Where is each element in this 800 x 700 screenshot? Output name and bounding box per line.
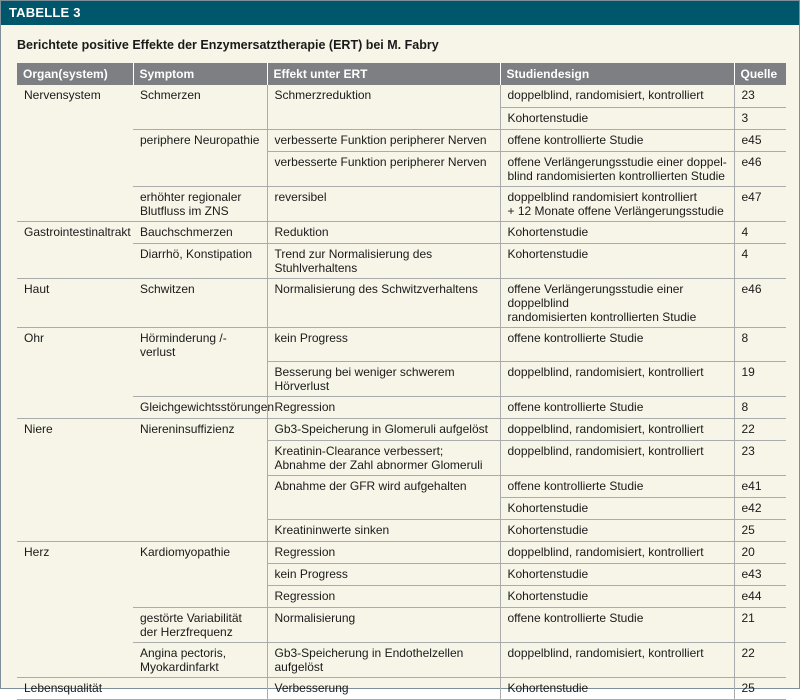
cell-design: doppelblind, randomisiert, kontrolliert	[500, 419, 734, 441]
cell-design: offene kontrollierte Studie	[500, 327, 734, 362]
cell-quelle: e47	[734, 186, 786, 221]
cell-organ: Haut	[17, 278, 133, 327]
cell-effekt: Gb3-Speicherung in Endothelzellen aufgelöst	[267, 643, 500, 678]
cell-symptom: Schmerzen	[133, 85, 267, 107]
table-body	[17, 85, 786, 700]
cell-design: Kohortenstudie	[500, 107, 734, 129]
cell-organ	[17, 243, 133, 278]
cell-symptom: Diarrhö, Konstipation	[133, 243, 267, 278]
cell-quelle: 19	[734, 362, 786, 397]
cell-symptom	[133, 498, 267, 520]
cell-effekt: Regression	[267, 397, 500, 419]
cell-symptom: Hörminderung /-verlust	[133, 327, 267, 362]
cell-design: doppelblind, randomisiert, kontrolliert	[500, 362, 734, 397]
cell-design: Kohortenstudie	[500, 498, 734, 520]
cell-organ	[17, 397, 133, 419]
cell-symptom: gestörte Variabilität der Herzfrequenz	[133, 608, 267, 643]
cell-symptom	[133, 586, 267, 608]
cell-design: Kohortenstudie	[500, 586, 734, 608]
cell-organ	[17, 476, 133, 498]
cell-design: offene kontrollierte Studie	[500, 476, 734, 498]
cell-quelle: 8	[734, 397, 786, 419]
cell-symptom	[133, 151, 267, 186]
cell-symptom: Niereninsuffizienz	[133, 419, 267, 441]
cell-effekt: kein Progress	[267, 564, 500, 586]
cell-effekt: Normalisierung des Schwitzverhaltens	[267, 278, 500, 327]
cell-organ	[17, 564, 133, 586]
table-row	[17, 397, 786, 419]
table-header-row	[17, 63, 786, 85]
cell-symptom	[133, 476, 267, 498]
cell-organ	[17, 151, 133, 186]
cell-symptom: Gleichgewichtsstörungen	[133, 397, 267, 419]
cell-quelle: 25	[734, 520, 786, 542]
cell-quelle: 25	[734, 678, 786, 700]
cell-symptom: Kardiomyopathie	[133, 542, 267, 564]
cell-organ	[17, 129, 133, 151]
cell-effekt: Schmerzreduktion	[267, 85, 500, 107]
table-row	[17, 608, 786, 643]
cell-organ	[17, 107, 133, 129]
table-row	[17, 441, 786, 476]
cell-effekt: Abnahme der GFR wird aufgehalten	[267, 476, 500, 498]
table-row	[17, 419, 786, 441]
cell-symptom: Angina pectoris, Myokardinfarkt	[133, 643, 267, 678]
table-row	[17, 85, 786, 107]
cell-quelle: 23	[734, 441, 786, 476]
cell-quelle: 20	[734, 542, 786, 564]
cell-symptom	[133, 362, 267, 397]
header-effekt: Effekt unter ERT	[267, 63, 500, 85]
cell-quelle: e46	[734, 151, 786, 186]
cell-design: offene kontrollierte Studie	[500, 608, 734, 643]
cell-design: doppelblind, randomisiert, kontrolliert	[500, 85, 734, 107]
cell-organ	[17, 441, 133, 476]
cell-effekt: Trend zur Normalisierung des Stuhlverhaltens	[267, 243, 500, 278]
header-studiendesign: Studiendesign	[500, 63, 734, 85]
table-row	[17, 278, 786, 327]
cell-effekt: Gb3-Speicherung in Glomeruli aufgelöst	[267, 419, 500, 441]
cell-organ	[17, 520, 133, 542]
cell-organ	[17, 643, 133, 678]
table-row	[17, 498, 786, 520]
cell-design: offene kontrollierte Studie	[500, 129, 734, 151]
table-row	[17, 520, 786, 542]
table-title: TABELLE 3	[1, 1, 799, 25]
table-row	[17, 586, 786, 608]
table-row	[17, 327, 786, 362]
cell-effekt	[267, 107, 500, 129]
cell-effekt: Kreatininwerte sinken	[267, 520, 500, 542]
cell-symptom: Schwitzen	[133, 278, 267, 327]
cell-organ	[17, 586, 133, 608]
cell-design: offene Verlängerungsstudie einer doppelblind randomisierten kontrollierten Studie	[500, 278, 734, 327]
cell-effekt: kein Progress	[267, 327, 500, 362]
cell-organ: Niere	[24, 422, 53, 436]
cell-symptom	[133, 564, 267, 586]
cell-quelle: e42	[734, 498, 786, 520]
cell-design: doppelblind, randomisiert, kontrolliert	[500, 643, 734, 678]
cell-effekt: Reduktion	[267, 221, 500, 243]
table-row	[17, 542, 786, 564]
cell-symptom	[133, 107, 267, 129]
cell-symptom: Bauchschmerzen	[133, 221, 267, 243]
cell-quelle: 4	[734, 221, 786, 243]
cell-quelle: e43	[734, 564, 786, 586]
cell-quelle: e41	[734, 476, 786, 498]
table-row	[17, 643, 786, 678]
table-caption: Berichtete positive Effekte der Enzymersatztherapie (ERT) bei M. Fabry	[17, 38, 439, 52]
header-symptom: Symptom	[133, 63, 267, 85]
cell-effekt: verbesserte Funktion peripherer Nerven	[267, 151, 500, 186]
cell-quelle: 4	[734, 243, 786, 278]
cell-organ	[17, 498, 133, 520]
cell-symptom	[133, 520, 267, 542]
cell-quelle: e44	[734, 586, 786, 608]
cell-effekt: Regression	[267, 542, 500, 564]
cell-design: Kohortenstudie	[500, 221, 734, 243]
cell-design: Kohortenstudie	[500, 243, 734, 278]
cell-quelle: 22	[734, 643, 786, 678]
cell-organ: Ohr	[24, 330, 45, 345]
cell-design: doppelblind randomisiert kontrolliert + 12 Monate offene Verlängerungsstudie	[500, 186, 734, 221]
cell-design: Kohortenstudie	[500, 678, 734, 700]
table-row	[17, 129, 786, 151]
cell-effekt: Verbesserung	[267, 678, 500, 700]
cell-quelle: e46	[734, 278, 786, 327]
cell-effekt	[267, 498, 500, 520]
header-organ: Organ(system)	[17, 63, 133, 85]
cell-symptom: erhöhter regionaler Blutfluss im ZNS	[133, 186, 267, 221]
table-row	[17, 221, 786, 243]
cell-symptom	[133, 441, 267, 476]
cell-effekt: Regression	[267, 586, 500, 608]
cell-design: Kohortenstudie	[500, 520, 734, 542]
cell-symptom: periphere Neuropathie	[133, 129, 267, 151]
table-row	[17, 243, 786, 278]
cell-organ: Gastrointestinaltrakt	[24, 224, 131, 239]
ert-effects-table	[17, 63, 786, 700]
cell-organ	[17, 362, 133, 397]
header-quelle: Quelle	[734, 63, 786, 85]
cell-effekt: reversibel	[267, 186, 500, 221]
cell-design: offene kontrollierte Studie	[500, 397, 734, 419]
cell-quelle: 3	[734, 107, 786, 129]
cell-organ	[17, 186, 133, 221]
table-row	[17, 476, 786, 498]
cell-design: offene Verlängerungsstudie einer doppel- blind randomisierten kontrollierten Studie	[500, 151, 734, 186]
cell-quelle: e45	[734, 129, 786, 151]
table-row	[17, 186, 786, 221]
cell-design: doppelblind, randomisiert, kontrolliert	[500, 441, 734, 476]
cell-effekt: Besserung bei weniger schwerem Hörverlust	[267, 362, 500, 397]
cell-effekt: Kreatinin-Clearance verbessert; Abnahme der Zahl abnormer Glomeruli	[267, 441, 500, 476]
cell-quelle: 8	[734, 327, 786, 362]
table-row	[17, 362, 786, 397]
cell-organ: Herz	[24, 545, 50, 559]
cell-design: doppelblind, randomisiert, kontrolliert	[500, 542, 734, 564]
cell-quelle: 23	[734, 85, 786, 107]
cell-design: Kohortenstudie	[500, 564, 734, 586]
table-row	[17, 564, 786, 586]
table-row	[17, 151, 786, 186]
cell-quelle: 21	[734, 608, 786, 643]
cell-organ: Nervensystem	[24, 88, 101, 102]
table-row	[17, 107, 786, 129]
cell-effekt: Normalisierung	[267, 608, 500, 643]
cell-organ: Lebensqualität	[17, 678, 133, 700]
cell-quelle: 22	[734, 419, 786, 441]
cell-organ	[17, 608, 133, 643]
cell-effekt: verbesserte Funktion peripherer Nerven	[267, 129, 500, 151]
